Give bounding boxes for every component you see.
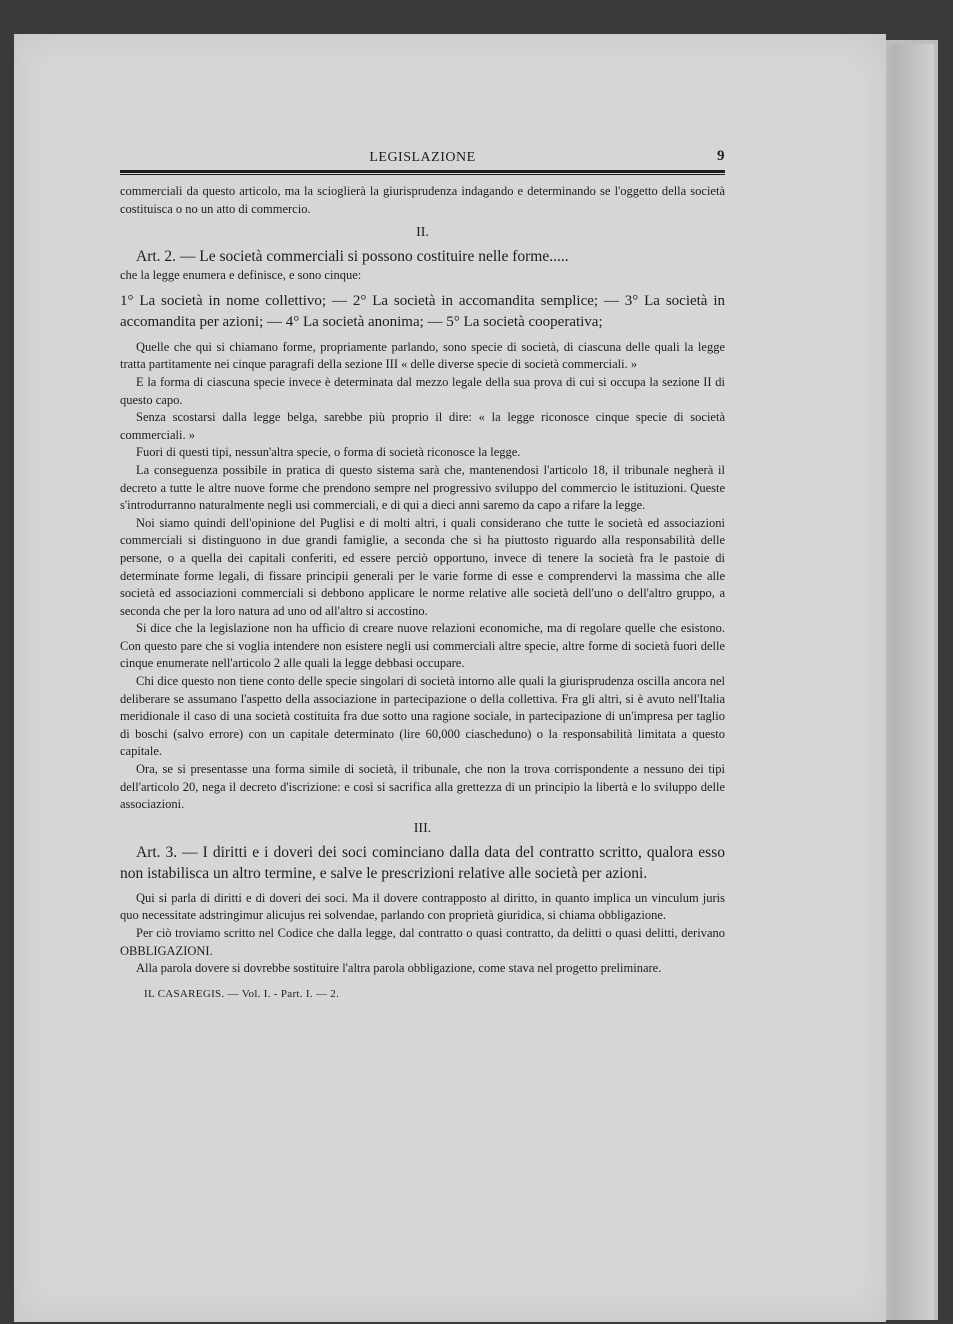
page-number: 9 [717,148,725,164]
section-number: II. [416,225,429,241]
paragraph: Quelle che qui si chiamano forme, propriamente parlando, sono specie di società, di ciascuna delle quali la legge tratta partitamente nei cinque paragrafi della sezione III « delle diverse specie di società commerciali. » [120,339,725,372]
paragraph: Si dice che la legislazione non ha ufficio di creare nuove relazioni economiche, ma di regolare quelle che esistono. Con questo pare che si voglia intendere non esistere negli usi commerciali altre specie, altre forme di società fuori delle cinque enumerate nell'articolo 2 alle quali la legge debbasi occupare. [120,621,725,671]
paragraph: Per ciò troviamo scritto nel Codice che dalla legge, dal contratto o quasi contratto, da delitti o quasi delitti, derivano OBBLIGAZIONI. [120,926,725,958]
paragraph: Chi dice questo non tiene conto delle specie singolari di società intorno alle quali la giurisprudenza oscilla ancora nel deliberare se assumano l'aspetto della associazione in partecipazione o della collettiva. Fra gli altri, si è avuto nell'Italia meridionale il caso di una società costituita fra due sotto una ragione sociale, in partecipazione di un'impresa per taglio di boschi (salvo errore) con un capitale determinato (lire 60,000 ciascheduno) o la responsabilità limitata a questo capitale. [120,674,725,759]
paragraph: Fuori di questi tipi, nessun'altra specie, o forma di società riconosce la legge. [136,445,521,460]
header-rule [120,170,725,175]
section-number: III. [413,820,432,836]
paragraph: 1° La società in nome collettivo; — 2° La società in accomandita semplice; — 3° La società in accomandita per azioni; — 4° La società anonima; — 5° La società cooperativa; [120,292,725,330]
running-head [120,148,725,170]
article-heading: Art. 3. — I diritti e i doveri dei soci cominciano dalla data del contratto scritto, qualora esso non istabilisca un altro termine, e salve le prescrizioni relative alle società per azioni. [120,843,725,882]
page-content [120,148,725,1000]
running-title: LEGISLAZIONE [369,150,476,165]
article-heading: Art. 2. — Le società commerciali si possono costituire nelle forme..... [136,248,569,266]
paragraph: Noi siamo quindi dell'opinione del Puglisi e di molti altri, i quali considerano che tutte le società ed associazioni commerciali si distinguono in due grandi famiglie, a seconda che si ha piuttosto riguardo alla responsabilità delle persone, o a quella dei capitali conferiti, ed essere perciò opportuno, invece di tenere la società fra le pastoie di determinate forme legali, di fissare principii generali per le varie forme di esse e comprendervi la massima che alle società ed associazioni commerciali si debbono applicare le norme relative alle società dell'uno o dell'altro gruppo, a seconda che per la loro natura ad uno od all'altro si accostino. [120,515,725,618]
page-footer: IL CASAREGIS. — Vol. I. - Part. I. — 2. [144,987,340,1000]
paragraph: Ora, se si presentasse una forma simile di società, il tribunale, che non la trova corrispondente a nessuno dei tipi dell'articolo 20, nega il decreto d'iscrizione: e così si sacrifica alla grettezza di un principio la libertà e lo sviluppo delle associazioni. [120,762,725,812]
paragraph: Senza scostarsi dalla legge belga, sarebbe più proprio il dire: « la legge riconosce cinque specie di società commerciali. » [120,410,725,442]
paragraph: che la legge enumera e definisce, e sono cinque: [120,268,362,283]
paragraph: Alla parola dovere si dovrebbe sostituire l'altra parola obbligazione, come stava nel progetto preliminare. [136,961,662,976]
paragraph: Qui si parla di diritti e di doveri dei soci. Ma il dovere contrapposto al diritto, in quanto implica un vinculum juris quo necessitate adstringimur alicujus rei solvendae, parlando con proprietà giuridica, si chiama obbligazione. [120,890,725,923]
paragraph: commerciali da questo articolo, ma la scioglierà la giurisprudenza indagando e determinando se l'oggetto della società costituisca o no un atto di commercio. [120,184,725,216]
paragraph: E la forma di ciascuna specie invece è determinata dal mezzo legale della sua prova di cui si occupa la sezione II di questo capo. [120,374,725,407]
paragraph: La conseguenza possibile in pratica di questo sistema sarà che, mantenendosi l'articolo 18, il tribunale negherà il decreto a tutte le altre nuove forme che prendono sempre nel progressivo sviluppo del commercio le istituzioni. Queste s'introdurranno naturalmente negli usi commerciali, e di qui a dieci anni saremo da capo a rifare la legge. [120,462,725,513]
